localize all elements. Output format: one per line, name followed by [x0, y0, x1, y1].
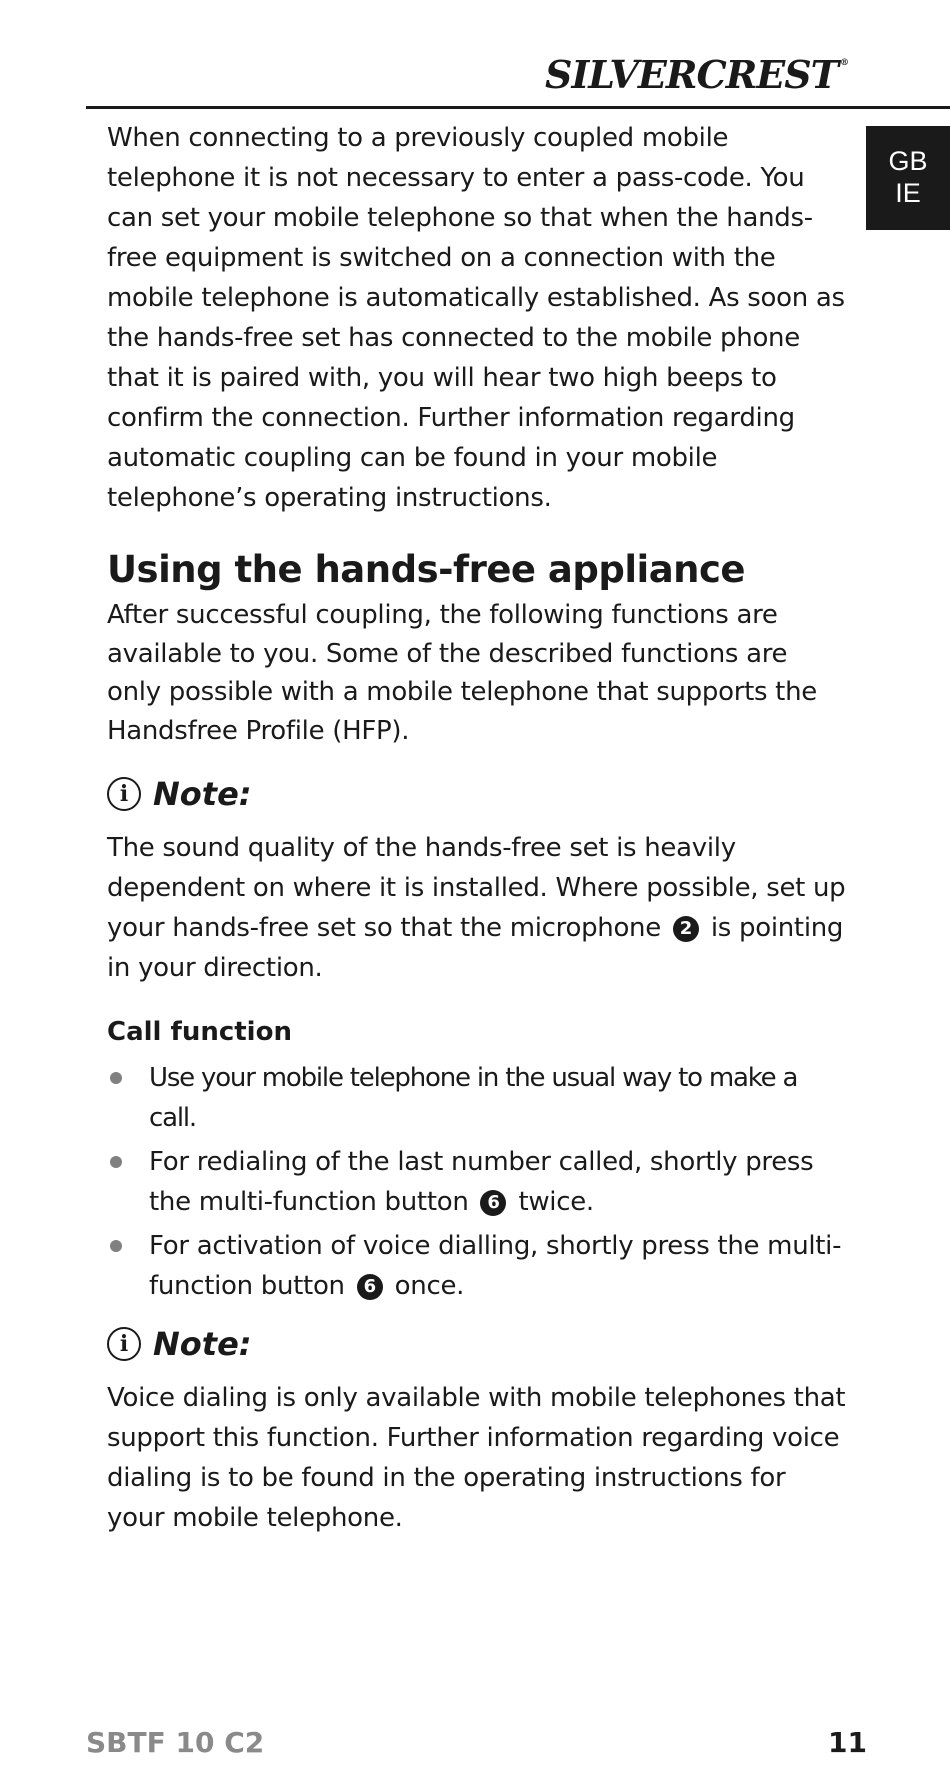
info-icon: i — [107, 777, 141, 811]
footer-model-number: SBTF 10 C2 — [86, 1726, 265, 1759]
registered-mark: ® — [839, 58, 848, 68]
list-item: For redialing of the last number called, shortly press the multi-function button 6 twice. — [107, 1142, 847, 1222]
header-rule — [86, 106, 950, 109]
brand-logo: SILVERCREST ® — [545, 52, 848, 97]
number-badge-icon: 2 — [673, 916, 699, 942]
section-paragraph: After successful coupling, the following functions are available to you. Some of the described functions are only possible with a mobile telephone that supports the Handsfree Profile (HFP). — [107, 600, 817, 746]
number-badge-icon: 6 — [357, 1274, 383, 1300]
lang-code-gb: GB — [888, 146, 928, 176]
bullet-icon — [110, 1156, 122, 1168]
note-paragraph: Voice dialing is only available with mobile telephones that support this function. Further information regarding voice dialing is to be found in the operating instructions for your mobile telephone. — [107, 1383, 846, 1533]
language-tab — [866, 126, 950, 230]
list-item: For activation of voice dialling, shortly press the multi-function button 6 once. — [107, 1226, 847, 1306]
note-paragraph: The sound quality of the hands-free set is heavily dependent on where it is installed. Where possible, set up your hands-free set so that the microphone 2 is pointing in your direction. — [107, 833, 846, 983]
list-item: Use your mobile telephone in the usual way to make a call. — [107, 1058, 847, 1138]
note-header — [107, 772, 847, 816]
call-function-heading: Call function — [107, 1017, 292, 1047]
page-number: 11 — [828, 1726, 867, 1759]
page-content — [107, 118, 847, 1538]
info-icon: i — [107, 1327, 141, 1361]
lang-code-ie: IE — [895, 178, 921, 208]
bullet-icon — [110, 1072, 122, 1084]
call-function-list — [107, 1058, 847, 1306]
note-label: Note: — [153, 775, 252, 813]
note-label: Note: — [153, 1325, 252, 1363]
note-header — [107, 1322, 847, 1366]
bullet-icon — [110, 1240, 122, 1252]
intro-paragraph: When connecting to a previously coupled mobile telephone it is not necessary to enter a pass-code. You can set your mobile telephone so that when the hands-free equipment is switched on a connection with the mobile telephone is automatically established. As soon as the hands-free set has connected to the mobile phone that it is paired with, you will hear two high beeps to confirm the connection. Further information regarding automatic coupling can be found in your mobile telephone’s operating instructions. — [107, 123, 845, 513]
number-badge-icon: 6 — [480, 1190, 506, 1216]
section-heading: Using the hands-free appliance — [107, 548, 746, 591]
